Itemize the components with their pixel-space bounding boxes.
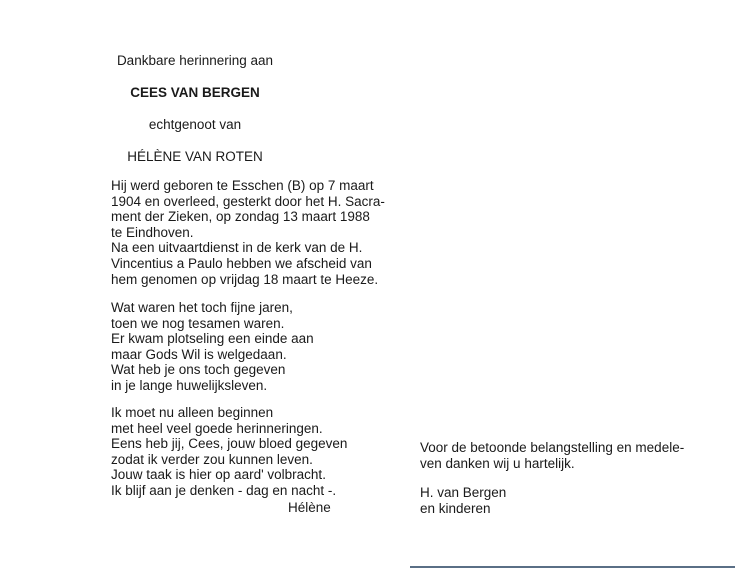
- thanks-text: [420, 440, 684, 471]
- bottom-edge-line: [410, 566, 735, 568]
- signer-name: H. van Bergen: [420, 485, 507, 500]
- bio-line: 1904 en overleed, gesterkt door het H. Sacra-: [111, 193, 385, 209]
- poem-line: Eens heb jij, Cees, jouw bloed gegeven: [111, 436, 348, 452]
- family-signature: [420, 485, 506, 516]
- poem-line: maar Gods Wil is welgedaan.: [111, 346, 287, 362]
- poem-signature: Hélène: [288, 500, 331, 515]
- poem-line: toen we nog tesamen waren.: [111, 315, 285, 331]
- thanks-line: ven danken wij u hartelijk.: [420, 455, 575, 471]
- poem-line: Jouw taak is hier op aard' volbracht.: [111, 467, 326, 483]
- bio-line: hem genomen op vrijdag 18 maart te Heeze.: [111, 271, 379, 287]
- poem-line: Wat waren het toch fijne jaren,: [111, 300, 293, 315]
- deceased-name: CEES VAN BERGEN: [130, 85, 260, 100]
- poem-line: Ik moet nu alleen beginnen: [111, 405, 274, 420]
- signer-family: en kinderen: [420, 500, 491, 516]
- poem-line: met heel veel goede herinneringen.: [111, 420, 323, 436]
- bio-line: Hij werd geboren te Esschen (B) op 7 maart: [111, 178, 374, 193]
- bio-line: ment der Zieken, op zondag 13 maart 1988: [111, 209, 370, 225]
- poem-second: [111, 405, 347, 499]
- poem-line: Wat heb je ons toch gegeven: [111, 362, 286, 378]
- poem-first: [111, 300, 314, 394]
- bio-line: Na een uitvaartdienst in de kerk van de H.: [111, 240, 363, 256]
- spouse-name: HÉLÈNE VAN ROTEN: [127, 149, 263, 164]
- thanks-line: Voor de betoonde belangstelling en medele-: [420, 440, 685, 455]
- poem-line: zodat ik verder zou kunnen leven.: [111, 451, 313, 467]
- bio-line: te Eindhoven.: [111, 224, 194, 240]
- relation-line: echtgenoot van: [148, 117, 242, 132]
- biography: [111, 178, 385, 287]
- poem-line: in je lange huwelijksleven.: [111, 377, 268, 393]
- poem-line: Er kwam plotseling een einde aan: [111, 331, 314, 347]
- bio-line: Vincentius a Paulo hebben we afscheid van: [111, 255, 372, 271]
- poem-line: Ik blijf aan je denken - dag en nacht -.: [111, 482, 337, 498]
- intro-line: Dankbare herinnering aan: [116, 53, 274, 68]
